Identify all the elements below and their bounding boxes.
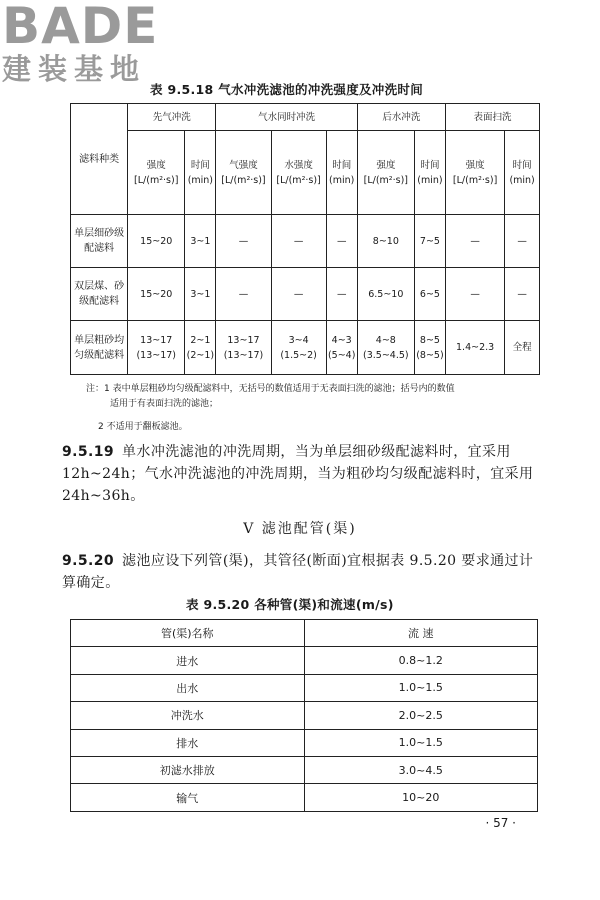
table2-cell: 初滤水排放 — [71, 756, 305, 783]
table1-note-1: 注：1 表中单层粗砂均匀级配滤料中，无括号的数值适用于无表面扫洗的滤池；括号内的数值 — [86, 384, 455, 394]
clause-9-5-19 — [62, 441, 546, 507]
cell: — — [326, 268, 357, 321]
cell: 13~17 (13~17) — [128, 321, 185, 375]
row-label: 双层煤、砂级配滤料 — [71, 268, 128, 321]
table2-cell: 10~20 — [304, 784, 538, 811]
table2-cell: 0.8~1.2 — [304, 647, 538, 674]
cell: 6~5 — [414, 268, 445, 321]
cell: 全程 — [505, 321, 540, 375]
table2-cell: 进水 — [71, 647, 305, 674]
cell: 1.4~2.3 — [446, 321, 505, 375]
cell: — — [446, 268, 505, 321]
table2-cell: 输气 — [71, 784, 305, 811]
table2-cell: 1.0~1.5 — [304, 729, 538, 756]
sub-header: 强度[L/(m²·s)] — [128, 131, 185, 215]
sub-header: 时间(min) — [505, 131, 540, 215]
row-label: 单层粗砂均匀级配滤料 — [71, 321, 128, 375]
section-heading: V 滤池配管(渠) — [243, 521, 357, 537]
logo-latin-text: BADE — [2, 0, 159, 55]
table2-header: 管(渠)名称 — [71, 620, 305, 647]
washing-intensity-table — [70, 103, 540, 375]
cell: — — [505, 215, 540, 268]
sub-header: 时间(min) — [414, 131, 445, 215]
table2-cell: 出水 — [71, 674, 305, 701]
cell: 7~5 — [414, 215, 445, 268]
sub-header: 水强度[L/(m²·s)] — [271, 131, 326, 215]
table1-caption: 表 9.5.18 气水冲洗滤池的冲洗强度及冲洗时间 — [150, 82, 423, 97]
cell: — — [326, 215, 357, 268]
table2-cell: 1.0~1.5 — [304, 674, 538, 701]
cell: 4~3 (5~4) — [326, 321, 357, 375]
cell: 3~4 (1.5~2) — [271, 321, 326, 375]
clause-number: 9.5.19 — [62, 444, 115, 460]
table1-note-2: 2 不适用于翻板滤池。 — [98, 422, 188, 432]
cell: — — [216, 215, 271, 268]
sub-header: 时间(min) — [185, 131, 216, 215]
row-label: 单层细砂级配滤料 — [71, 215, 128, 268]
table2-header: 流 速 — [304, 620, 538, 647]
table2-cell: 排水 — [71, 729, 305, 756]
cell: 15~20 — [128, 268, 185, 321]
row-header: 滤料种类 — [71, 104, 128, 215]
table2-cell: 2.0~2.5 — [304, 702, 538, 729]
pipe-velocity-table — [70, 619, 538, 812]
cell: — — [216, 268, 271, 321]
cell: 2~1 (2~1) — [185, 321, 216, 375]
cell: 15~20 — [128, 215, 185, 268]
table1-note-1-cont: 适用于有表面扫洗的滤池； — [110, 399, 219, 409]
clause-text: 滤池应设下列管(渠)，其管径(断面)宜根据表 9.5.20 要求通过计算确定。 — [62, 553, 534, 591]
cell: — — [505, 268, 540, 321]
cell: 6.5~10 — [357, 268, 414, 321]
cell: 13~17 (13~17) — [216, 321, 271, 375]
group-header: 后水冲洗 — [357, 104, 445, 131]
cell: — — [446, 215, 505, 268]
cell: 3~1 — [185, 215, 216, 268]
cell: 8~5 (8~5) — [414, 321, 445, 375]
cell: — — [271, 215, 326, 268]
cell: 3~1 — [185, 268, 216, 321]
cell: 4~8 (3.5~4.5) — [357, 321, 414, 375]
cell: 8~10 — [357, 215, 414, 268]
logo-cjk-text: 建装基地 — [2, 52, 147, 86]
sub-header: 气强度[L/(m²·s)] — [216, 131, 271, 215]
table2-cell: 3.0~4.5 — [304, 756, 538, 783]
sub-header: 强度[L/(m²·s)] — [446, 131, 505, 215]
cell: — — [271, 268, 326, 321]
group-header: 先气冲洗 — [128, 104, 216, 131]
clause-9-5-20 — [62, 550, 546, 594]
table2-caption: 表 9.5.20 各种管(渠)和流速(m/s) — [186, 597, 394, 612]
clause-number: 9.5.20 — [62, 553, 115, 569]
clause-text: 单水冲洗滤池的冲洗周期，当为单层细砂级配滤料时，宜采用 12h~24h；气水冲洗滤池的冲洗周期，当为粗砂均匀级配滤料时，宜采用 24h~36h。 — [62, 444, 534, 504]
group-header: 气水同时冲洗 — [216, 104, 357, 131]
group-header: 表面扫洗 — [446, 104, 540, 131]
sub-header: 时间(min) — [326, 131, 357, 215]
table2-cell: 冲洗水 — [71, 702, 305, 729]
sub-header: 强度[L/(m²·s)] — [357, 131, 414, 215]
page-number: · 57 · — [485, 816, 516, 830]
